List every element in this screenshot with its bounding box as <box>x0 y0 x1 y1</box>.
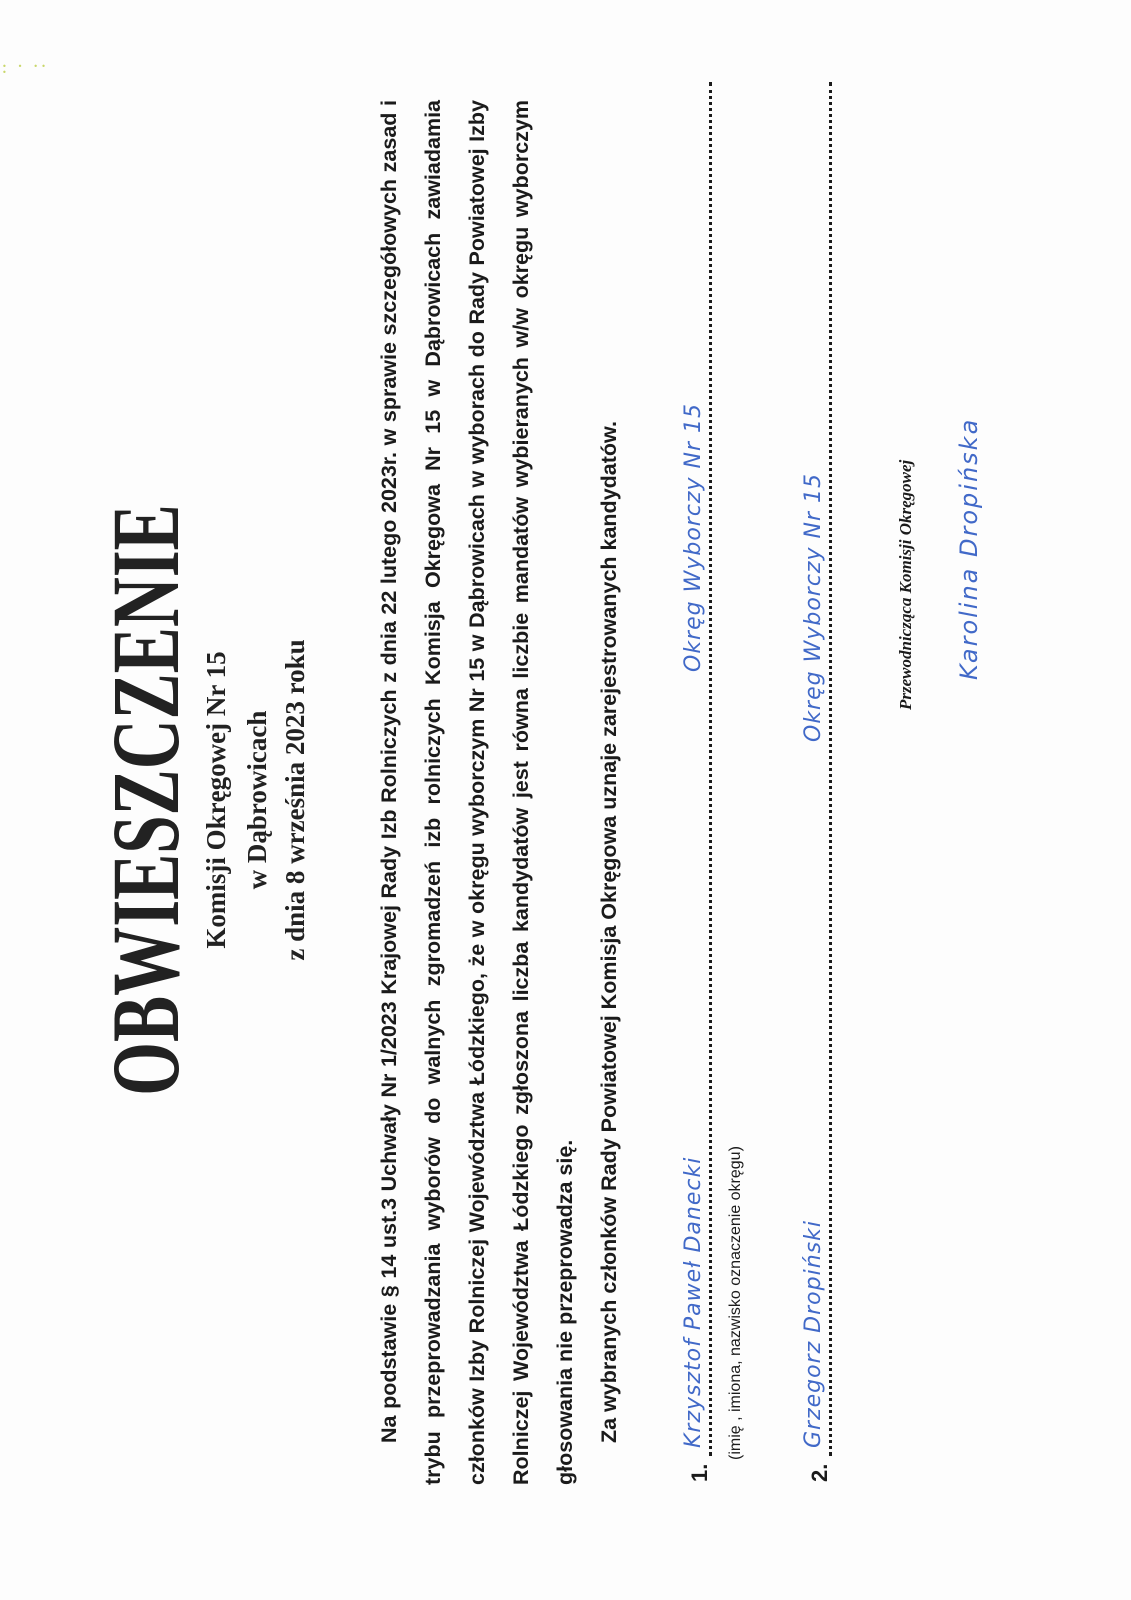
signature-title: Przewodnicząca Komisji Okręgowej <box>896 459 915 710</box>
candidate-entry <box>681 82 721 1482</box>
entry-number: 1. <box>687 1463 712 1482</box>
commission-location: w Dąbrowicach <box>242 710 272 890</box>
candidate-district-handwritten: Okręg Wyborczy Nr 15 <box>681 403 706 672</box>
candidate-district-handwritten: Okręg Wyborczy Nr 15 <box>801 473 826 742</box>
entry-caption: (imię , imiona, nazwisko oznaczenie okręgu) <box>727 1146 744 1460</box>
candidate-name-handwritten: Grzegorz Dropiński <box>801 1220 826 1448</box>
scan-artifact: • • •• • <box>2 62 49 77</box>
entry-number: 2. <box>807 1463 832 1482</box>
announcement-body <box>367 100 631 1485</box>
dotted-line <box>709 82 712 1456</box>
candidate-entry <box>801 82 841 1482</box>
announcement-paragraph: Na podstawie § 14 ust.3 Uchwały Nr 1/2023 Krajowej Rady Izb Rolniczych z dnia 22 lutego 2023r. w sprawie szczegółowych zasad i trybu przeprowadzania wyborów do walnych zgromadzeń izb rolniczych Komisja Okręgowa Nr 15 w Dąbrowicach zawiadamia członków Izby Rolniczej Województwa Łódzkiego, że w okręgu wyborczym Nr 15 w Dąbrowicach w wyborach do Rady Powiatowej Izby Rolniczej Województwa Łódzkiego zgłoszona liczba kandydatów jest równa liczbie mandatów wybieranych w/w okręgu wyborczym głosowania nie przeprowadza się. <box>377 100 577 1485</box>
dotted-line <box>829 82 832 1456</box>
handwritten-signature: Karolina Dropińska <box>955 417 983 680</box>
commission-name: Komisji Okręgowej Nr 15 <box>201 651 231 949</box>
announcement-paragraph: Za wybranych członków Rady Powiatowej Komisja Okręgowa uznaje zarejestrowanych kandydatów. <box>597 421 621 1443</box>
document-date: z dnia 8 września 2023 roku <box>280 639 310 961</box>
document-title: OBWIESZCZENIE <box>92 504 199 1096</box>
candidate-name-handwritten: Krzysztof Paweł Danecki <box>681 1156 706 1448</box>
